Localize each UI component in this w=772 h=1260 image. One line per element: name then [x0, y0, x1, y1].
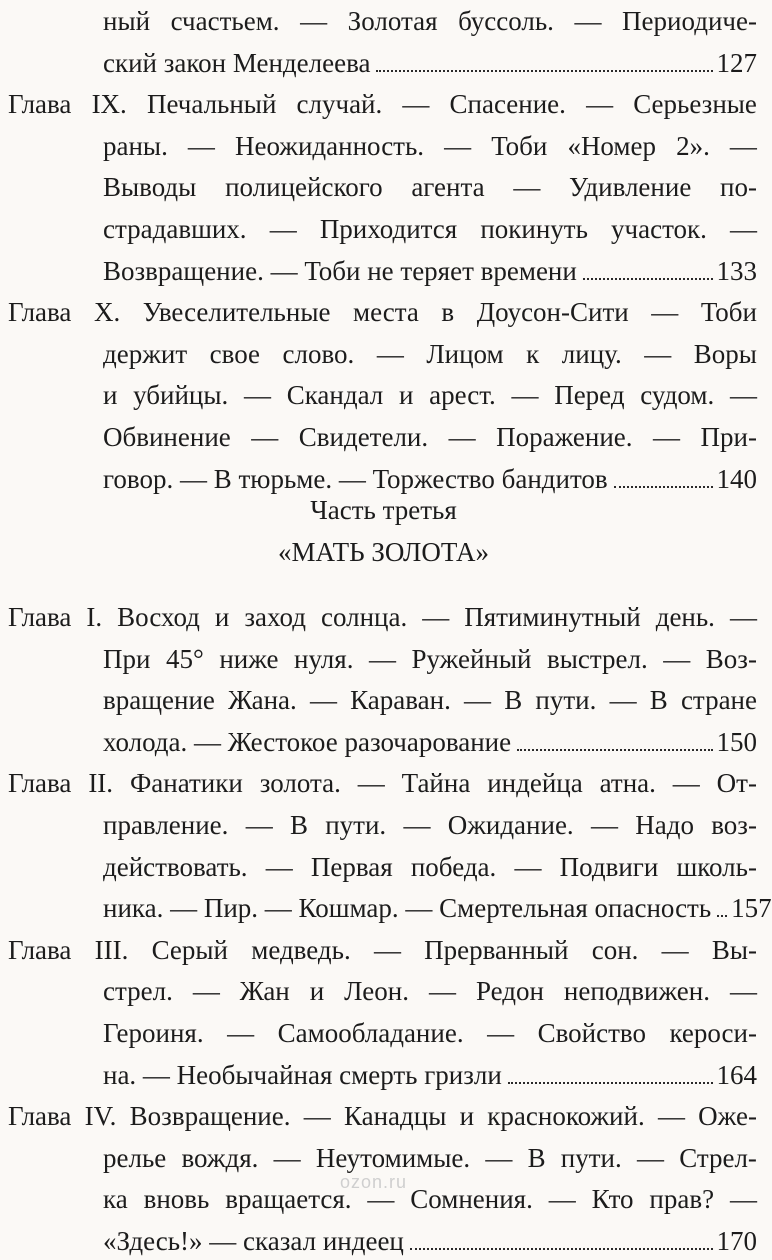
word: —: [729, 602, 757, 632]
word: и: [398, 380, 414, 411]
word: —: [485, 1142, 513, 1173]
toc-line: [103, 127, 757, 165]
word: Свойство: [537, 1018, 646, 1048]
word: Ружейный: [411, 643, 532, 674]
word: 45°: [165, 643, 204, 674]
toc-entry-last-line: [103, 723, 757, 761]
word: —: [663, 643, 691, 674]
word: день.: [655, 602, 715, 632]
word: сон.: [591, 934, 639, 965]
word: Глава: [8, 768, 72, 799]
word: школь-: [676, 851, 757, 882]
word: Тайна: [401, 768, 471, 799]
word: агента: [411, 172, 485, 203]
word: Серый: [151, 934, 229, 965]
word: —: [448, 422, 476, 452]
word: арест.: [429, 380, 496, 411]
leader-dots: [717, 915, 727, 917]
word: —: [265, 851, 293, 882]
word: IV.: [84, 1101, 117, 1132]
word: От-: [716, 768, 757, 799]
word: II.: [88, 768, 114, 799]
toc-entry-text: говор. — В тюрьме. — Торжество бандитов: [103, 463, 608, 494]
word: Лицом: [426, 338, 504, 369]
word: стрел.: [103, 976, 173, 1007]
page-number: 140: [716, 463, 757, 494]
word: —: [309, 685, 337, 716]
page-number: 164: [716, 1059, 757, 1090]
word: кероси-: [669, 1018, 757, 1048]
word: Глава: [8, 934, 72, 965]
word: пути.: [325, 810, 387, 840]
page-number: 150: [716, 726, 757, 757]
toc-line: [103, 335, 757, 373]
word: —: [464, 685, 492, 716]
word: Пятиминутный: [464, 602, 641, 632]
word: 2».: [676, 130, 710, 161]
word: Самообладание.: [277, 1018, 464, 1048]
word: Тоби: [700, 297, 757, 328]
word: Фанатики: [129, 768, 243, 799]
word: держит: [103, 338, 188, 369]
word: воз-: [711, 810, 757, 840]
word: солнца.: [320, 602, 408, 632]
word: пути.: [535, 685, 597, 716]
word: медведь.: [251, 934, 351, 965]
word: атна.: [599, 768, 656, 799]
word: В: [649, 685, 668, 716]
word: Прерванный: [424, 934, 569, 965]
word: Первая: [310, 851, 393, 882]
toc-line: [103, 376, 757, 414]
word: Скандал: [286, 380, 384, 411]
word: и: [309, 976, 325, 1007]
leader-dots: [410, 1248, 713, 1250]
word: Вы-: [711, 934, 757, 965]
word: —: [192, 976, 220, 1007]
word: III.: [94, 934, 129, 965]
toc-line: [103, 210, 757, 248]
toc-line: [103, 806, 757, 844]
toc-entry-text: холода. — Жестокое разочарование: [103, 726, 512, 757]
toc-line: [103, 972, 757, 1010]
word: Тоби: [491, 130, 548, 161]
word: —: [644, 338, 672, 369]
word: индейца: [487, 768, 583, 799]
toc-entry-text: «Здесь!» — сказал индеец: [103, 1226, 404, 1256]
word: —: [373, 934, 401, 965]
word: свое: [209, 338, 261, 369]
word: вновь: [143, 1184, 210, 1215]
word: Подвиги: [559, 851, 659, 882]
word: —: [513, 172, 541, 203]
toc-entry-text: на. — Необычайная смерть гризли: [103, 1059, 502, 1090]
word: выстрел.: [546, 643, 648, 674]
word: покинуть: [480, 214, 588, 244]
word: —: [653, 422, 681, 452]
word: При-: [700, 422, 757, 452]
word: Приходится: [319, 214, 458, 244]
word: Перед: [554, 380, 625, 411]
part-label: Часть третья: [310, 495, 457, 525]
word: —: [357, 768, 385, 799]
word: Ожидание.: [447, 810, 574, 840]
toc-line: [8, 1097, 757, 1135]
word: —: [586, 89, 614, 120]
page-number: 127: [716, 47, 757, 78]
word: «Номер: [567, 130, 656, 161]
word: прав?: [649, 1184, 715, 1215]
word: Удивление: [569, 172, 692, 203]
word: —: [245, 810, 273, 840]
word: —: [376, 338, 404, 369]
word: —: [402, 89, 430, 120]
leader-dots: [614, 486, 713, 488]
word: победа.: [410, 851, 497, 882]
toc-line: [103, 681, 757, 719]
word: в: [441, 297, 455, 328]
word: —: [514, 851, 542, 882]
word: —: [636, 1142, 664, 1173]
word: неподвижен.: [563, 976, 710, 1007]
watermark: ozon.ru: [340, 1172, 408, 1192]
word: убийцы.: [133, 380, 229, 411]
word: При: [103, 643, 151, 674]
toc-line: [103, 168, 757, 206]
toc-line: [103, 1014, 757, 1052]
word: Золотая: [347, 6, 438, 36]
word: пути.: [560, 1142, 622, 1173]
word: слово.: [282, 338, 355, 369]
word: —: [672, 768, 700, 799]
toc-line: [103, 848, 757, 886]
word: —: [428, 976, 456, 1007]
word: Кто: [591, 1184, 634, 1215]
word: Поражение.: [496, 422, 633, 452]
toc-entry-last-line: [103, 889, 772, 927]
toc-line: [103, 418, 757, 456]
word: Надо: [635, 810, 694, 840]
word: —: [273, 1142, 301, 1173]
word: —: [269, 214, 297, 244]
word: Спасение.: [449, 89, 566, 120]
page-number: 133: [716, 255, 757, 286]
word: —: [729, 380, 757, 411]
word: релье: [103, 1142, 167, 1173]
word: —: [574, 6, 602, 36]
word: —: [548, 1184, 576, 1215]
word: —: [251, 422, 279, 452]
word: —: [303, 1101, 331, 1132]
word: Воз-: [705, 643, 757, 674]
word: и: [214, 602, 230, 632]
word: вращается.: [225, 1184, 352, 1215]
word: В: [504, 685, 523, 716]
word: Глава: [8, 1101, 72, 1132]
word: —: [729, 1184, 757, 1215]
word: к: [526, 338, 540, 369]
part-title: «МАТЬ ЗОЛОТА»: [277, 537, 490, 567]
word: правление.: [103, 810, 229, 840]
toc-line: [8, 293, 757, 331]
page-number: 170: [716, 1226, 757, 1256]
leader-dots: [583, 278, 713, 280]
word: Свидетели.: [298, 422, 429, 452]
word: Восход: [117, 602, 200, 632]
word: случай.: [296, 89, 383, 120]
word: Печальный: [146, 89, 277, 120]
word: Героиня.: [103, 1018, 204, 1048]
word: Сомнения.: [410, 1184, 533, 1215]
toc-entry-text: ский закон Менделеева: [103, 47, 371, 78]
word: —: [730, 214, 757, 244]
toc-line: [103, 640, 757, 678]
toc-line: [8, 764, 757, 802]
word: ниже: [219, 643, 279, 674]
word: Караван.: [350, 685, 451, 716]
word: ный: [103, 6, 151, 36]
word: Редон: [475, 976, 544, 1007]
toc-entry-text: Возвращение. — Тоби не теряет времени: [103, 255, 577, 286]
word: Периодиче-: [622, 6, 757, 36]
word: Глава: [8, 89, 72, 120]
word: —: [227, 1018, 255, 1048]
toc-line: [8, 598, 757, 636]
word: —: [590, 810, 618, 840]
word: Канадцы: [343, 1101, 447, 1132]
word: —: [403, 810, 431, 840]
word: —: [367, 1184, 395, 1215]
word: ка: [103, 1184, 128, 1215]
word: Увеселительные: [142, 297, 331, 328]
word: —: [657, 1101, 685, 1132]
word: вождя.: [181, 1142, 259, 1173]
word: полицейского: [225, 172, 383, 203]
word: —: [729, 130, 757, 161]
toc-line: [103, 2, 757, 40]
leader-dots: [376, 70, 712, 72]
toc-entry-text: ника. — Пир. — Кошмар. — Смертельная опасность: [103, 893, 712, 924]
word: —: [243, 380, 271, 411]
word: —: [729, 976, 757, 1007]
leader-dots: [508, 1082, 713, 1084]
word: —: [511, 380, 539, 411]
word: В: [289, 810, 308, 840]
word: Неожиданность.: [234, 130, 425, 161]
word: Стрел-: [679, 1142, 757, 1173]
toc-line: [8, 85, 757, 123]
leader-dots: [517, 749, 712, 751]
word: —: [609, 685, 637, 716]
word: —: [661, 934, 689, 965]
word: Доусон-Сити: [476, 297, 629, 328]
toc-entry-last-line: [103, 1222, 757, 1260]
word: Жан: [239, 976, 290, 1007]
word: Глава: [8, 297, 72, 328]
word: X.: [93, 297, 121, 328]
word: —: [187, 130, 215, 161]
word: Неутомимые.: [315, 1142, 471, 1173]
page-number: 157: [731, 893, 772, 924]
word: IX.: [91, 89, 127, 120]
toc-entry-last-line: [103, 44, 757, 82]
word: раны.: [103, 130, 168, 161]
toc-line: [103, 1139, 757, 1177]
toc-line: [103, 1180, 757, 1218]
word: краснокожий.: [487, 1101, 645, 1132]
word: —: [651, 297, 679, 328]
word: —: [300, 6, 328, 36]
word: нуля.: [294, 643, 354, 674]
word: Выводы: [103, 172, 197, 203]
toc-entry-last-line: [103, 252, 757, 290]
word: Глава: [8, 602, 72, 632]
word: Воры: [693, 338, 757, 369]
word: буссоль.: [458, 6, 554, 36]
word: Возвращение.: [129, 1101, 291, 1132]
word: —: [368, 643, 396, 674]
word: судом.: [640, 380, 715, 411]
word: Серьезные: [633, 89, 757, 120]
word: страдавших.: [103, 214, 247, 244]
word: I.: [86, 602, 103, 632]
toc-line: [8, 931, 757, 969]
word: заход: [244, 602, 306, 632]
word: Оже-: [698, 1101, 757, 1132]
word: золота.: [259, 768, 341, 799]
word: Леон.: [344, 976, 409, 1007]
word: вращение: [103, 685, 215, 716]
word: Жана.: [228, 685, 297, 716]
word: и: [103, 380, 118, 411]
word: и: [459, 1101, 475, 1132]
word: лицу.: [561, 338, 622, 369]
word: действовать.: [103, 851, 248, 882]
word: по-: [720, 172, 757, 203]
word: участок.: [611, 214, 707, 244]
word: стране: [680, 685, 757, 716]
word: —: [422, 602, 450, 632]
word: В: [527, 1142, 546, 1173]
word: места: [353, 297, 419, 328]
toc-entry-last-line: [103, 1056, 757, 1094]
word: счастьем.: [170, 6, 280, 36]
word: Обвинение: [103, 422, 231, 452]
word: —: [444, 130, 472, 161]
word: —: [487, 1018, 515, 1048]
